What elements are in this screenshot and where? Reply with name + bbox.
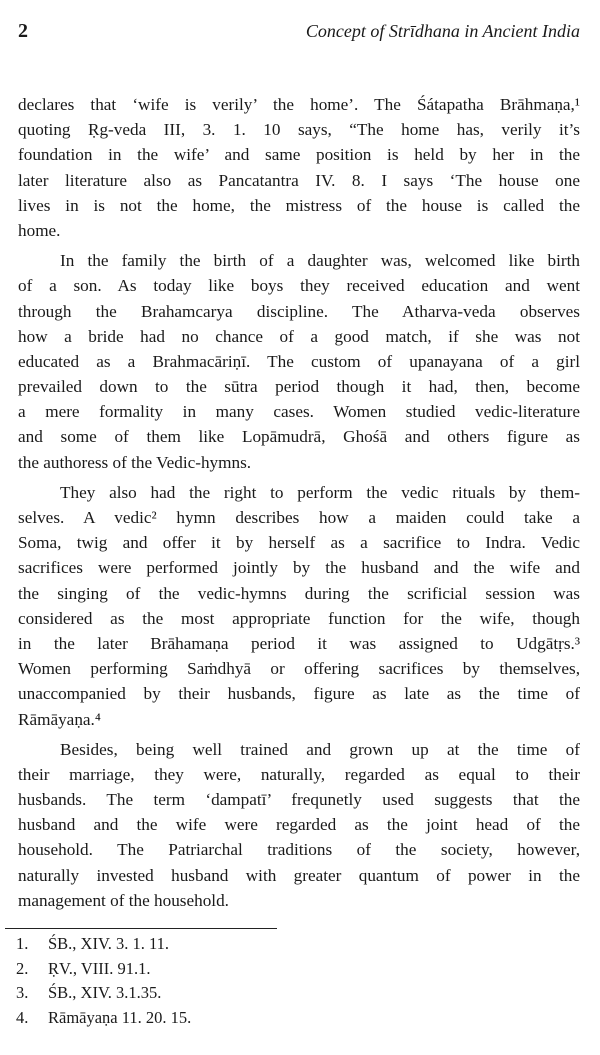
text-line: later literature also as Pancatantra IV. 8. I says ‘The house one	[18, 170, 580, 190]
main-text	[18, 92, 580, 918]
running-title: Concept of Strīdhana in Ancient India	[305, 21, 580, 41]
text-line: of a son. As today like boys they received education and went	[18, 276, 580, 296]
text-line: selves. A vedic² hymn describes how a maiden could take a	[18, 508, 580, 527]
text-line: their marriage, they were, naturally, regarded as equal to their	[18, 764, 580, 784]
page-number: 2	[18, 20, 28, 42]
text-line: declares that ‘wife is verily’ the home’. The Śátapatha Brāhmaṇa,¹	[18, 95, 580, 114]
text-line: Rāmāyaṇa.⁴	[18, 709, 101, 729]
text-line: through the Brahamcarya discipline. The Atharva-veda observes	[18, 301, 580, 321]
footnote-number: 4.	[16, 1007, 29, 1027]
text-line: They also had the right to perform the vedic rituals by them-	[60, 482, 580, 502]
text-line: sacrifices were performed jointly by the husband and the wife and	[18, 558, 580, 578]
text-line: lives in is not the home, the mistress of the house is called the	[18, 195, 580, 215]
paragraph	[18, 737, 580, 913]
text-line: the singing of the vedic-hymns during the scrificial session was	[18, 583, 580, 603]
text-line: educated as a Brahmacāriṇī. The custom of upanayana of a girl	[18, 351, 580, 371]
text-line: management of the household.	[18, 890, 229, 910]
footnote-text: ṚV., VIII. 91.1.	[48, 958, 151, 978]
text-line: how a bride had no chance of a good match, if she was not	[18, 326, 580, 346]
text-line: household. The Patriarchal traditions of the society, however,	[18, 840, 580, 860]
footnote-text: ŚB., XIV. 3. 1. 11.	[48, 934, 170, 953]
footnote	[16, 932, 191, 957]
footnote	[16, 957, 191, 982]
footnote	[16, 1006, 191, 1031]
footnote-divider	[5, 928, 277, 929]
text-line: considered as the most appropriate function for the wife, though	[18, 608, 580, 628]
footnote	[16, 981, 191, 1006]
text-line: home.	[18, 220, 61, 240]
text-line: Soma, twig and offer it by herself as a sacrifice to Indra. Vedic	[18, 533, 580, 553]
text-line: in the later Brāhamaṇa period it was assigned to Udgātṛs.³	[18, 633, 580, 653]
text-line: unaccompanied by their husbands, figure as late as the time of	[18, 684, 580, 704]
text-line: a mere formality in many cases. Women studied vedic-literature	[18, 402, 580, 422]
text-line: the authoress of the Vedic-hymns.	[18, 452, 252, 472]
text-line: In the family the birth of a daughter was, welcomed like birth	[60, 251, 580, 271]
footnote-number: 2.	[16, 958, 29, 978]
text-line: foundation in the wife’ and same position is held by her in the	[18, 145, 580, 165]
footnote-text: ŚB., XIV. 3.1.35.	[48, 983, 162, 1003]
text-line: husband and the wife were regarded as the joint head of the	[18, 815, 580, 835]
footnotes	[16, 932, 191, 1030]
text-line: prevailed down to the sūtra period though it had, then, become	[18, 377, 580, 397]
paragraph	[18, 248, 580, 475]
footnote-number: 1.	[16, 934, 29, 953]
text-line: Besides, being well trained and grown up at the time of	[60, 739, 580, 759]
paragraph	[18, 480, 580, 732]
text-line: naturally invested husband with greater quantum of power in the	[18, 865, 580, 885]
footnote-number: 3.	[16, 983, 29, 1003]
text-line: and some of them like Lopāmudrā, Ghośā and others figure as	[18, 427, 580, 447]
text-line: Women performing Saṁdhyā or offering sacrifices by themselves,	[18, 659, 580, 679]
text-line: husbands. The term ‘dampatī’ frequnetly used suggests that the	[18, 790, 580, 810]
footnote-text: Rāmāyaṇa 11. 20. 15.	[48, 1007, 192, 1027]
paragraph	[18, 92, 580, 243]
text-line: quoting Ṛg-veda III, 3. 1. 10 says, “The home has, verily it’s	[18, 120, 580, 140]
